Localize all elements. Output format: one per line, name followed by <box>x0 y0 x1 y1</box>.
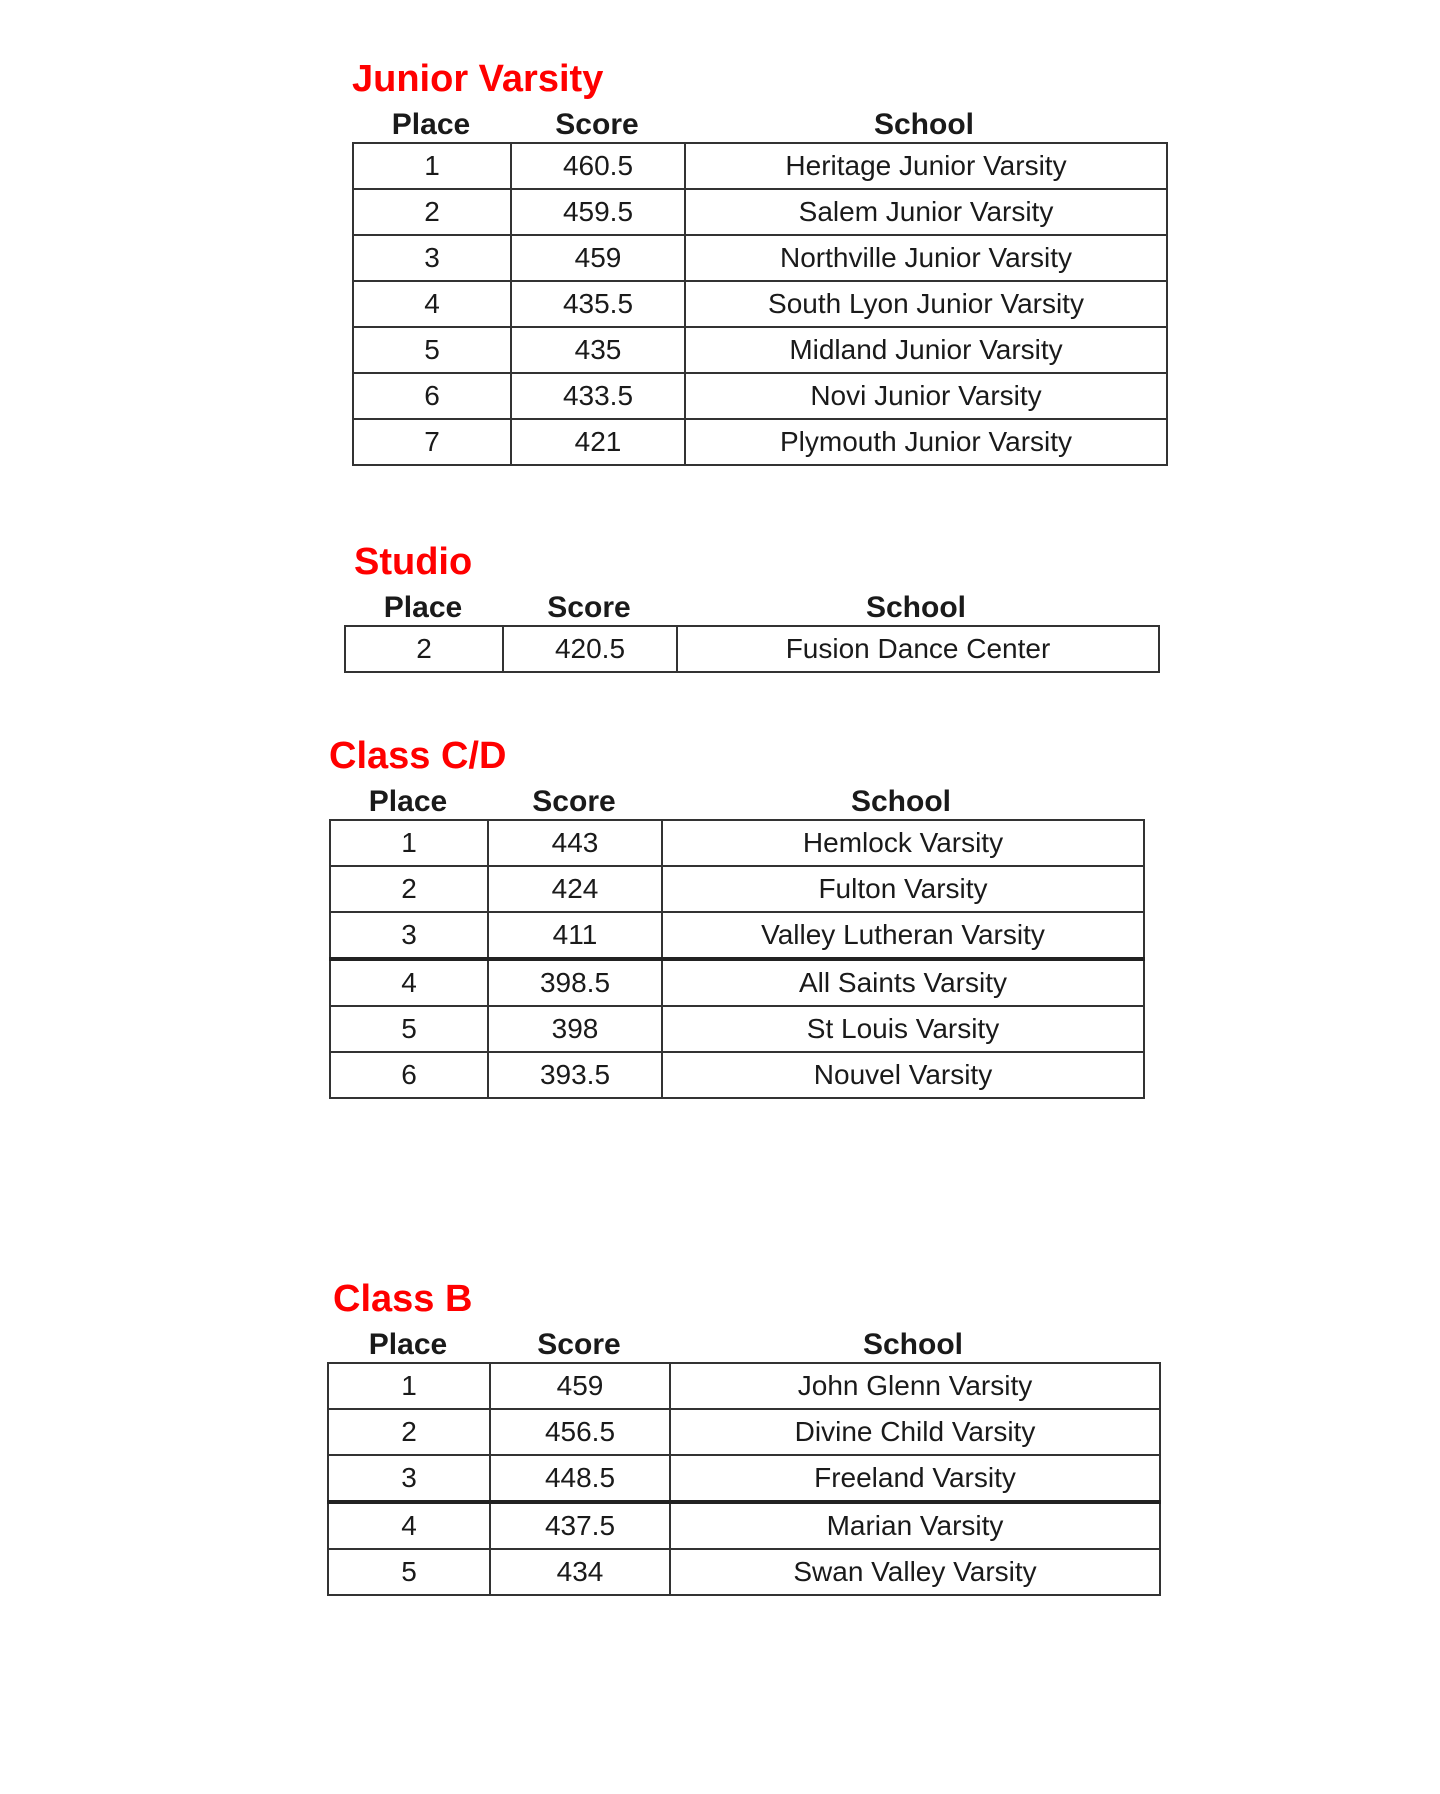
place-cell: 2 <box>353 189 511 235</box>
table-row <box>328 1455 1160 1502</box>
section-title: Class B <box>333 1278 473 1320</box>
place-cell: 4 <box>353 281 511 327</box>
place-cell: 4 <box>328 1502 490 1549</box>
score-cell: 393.5 <box>488 1052 662 1098</box>
school-cell: Valley Lutheran Varsity <box>662 912 1144 959</box>
place-cell: 3 <box>328 1455 490 1502</box>
school-cell: Fusion Dance Center <box>677 626 1159 672</box>
table-row <box>328 1363 1160 1409</box>
score-cell: 456.5 <box>490 1409 670 1455</box>
score-cell: 459 <box>511 235 685 281</box>
table-row <box>330 1052 1144 1098</box>
table-row <box>353 235 1167 281</box>
place-cell: 6 <box>353 373 511 419</box>
results-table <box>344 625 1160 673</box>
score-cell: 434 <box>490 1549 670 1595</box>
table-row <box>345 626 1159 672</box>
table-row <box>353 189 1167 235</box>
score-cell: 435.5 <box>511 281 685 327</box>
school-cell: Freeland Varsity <box>670 1455 1160 1502</box>
place-cell: 2 <box>345 626 503 672</box>
school-cell: Swan Valley Varsity <box>670 1549 1160 1595</box>
column-header-place: Place <box>368 1328 448 1361</box>
table-row <box>330 820 1144 866</box>
column-headers <box>327 1322 1161 1362</box>
place-cell: 5 <box>330 1006 488 1052</box>
place-cell: 5 <box>353 327 511 373</box>
section-class-cd <box>329 733 1145 1099</box>
school-cell: Salem Junior Varsity <box>685 189 1167 235</box>
score-cell: 433.5 <box>511 373 685 419</box>
column-header-score: Score <box>547 591 631 624</box>
column-header-school: School <box>862 1328 963 1361</box>
column-header-school: School <box>850 785 951 818</box>
score-cell: 398 <box>488 1006 662 1052</box>
column-header-place: Place <box>383 591 463 624</box>
place-cell: 1 <box>353 143 511 189</box>
column-header-score: Score <box>537 1328 621 1361</box>
section-junior-varsity <box>352 56 1168 466</box>
column-header-place: Place <box>368 785 448 818</box>
score-cell: 443 <box>488 820 662 866</box>
score-cell: 420.5 <box>503 626 677 672</box>
section-title: Junior Varsity <box>352 58 604 100</box>
place-cell: 1 <box>330 820 488 866</box>
score-cell: 460.5 <box>511 143 685 189</box>
place-cell: 6 <box>330 1052 488 1098</box>
results-table <box>352 142 1168 466</box>
score-cell: 435 <box>511 327 685 373</box>
school-cell: Nouvel Varsity <box>662 1052 1144 1098</box>
table-row <box>353 419 1167 465</box>
place-cell: 2 <box>330 866 488 912</box>
place-cell: 1 <box>328 1363 490 1409</box>
score-cell: 424 <box>488 866 662 912</box>
table-row <box>330 912 1144 959</box>
results-table <box>329 819 1145 1099</box>
school-cell: John Glenn Varsity <box>670 1363 1160 1409</box>
school-cell: St Louis Varsity <box>662 1006 1144 1052</box>
school-cell: Heritage Junior Varsity <box>685 143 1167 189</box>
table-row <box>328 1549 1160 1595</box>
school-cell: Plymouth Junior Varsity <box>685 419 1167 465</box>
column-headers <box>344 585 1160 625</box>
school-cell: Midland Junior Varsity <box>685 327 1167 373</box>
section-studio <box>344 539 1160 673</box>
school-cell: Marian Varsity <box>670 1502 1160 1549</box>
place-cell: 7 <box>353 419 511 465</box>
score-cell: 448.5 <box>490 1455 670 1502</box>
score-cell: 437.5 <box>490 1502 670 1549</box>
section-class-b <box>327 1276 1161 1596</box>
school-cell: South Lyon Junior Varsity <box>685 281 1167 327</box>
place-cell: 3 <box>353 235 511 281</box>
section-title: Class C/D <box>329 735 507 777</box>
place-cell: 4 <box>330 959 488 1006</box>
table-row <box>353 143 1167 189</box>
table-row <box>330 1006 1144 1052</box>
place-cell: 3 <box>330 912 488 959</box>
school-cell: Northville Junior Varsity <box>685 235 1167 281</box>
place-cell: 2 <box>328 1409 490 1455</box>
column-headers <box>329 779 1145 819</box>
results-table <box>327 1362 1161 1596</box>
table-row <box>353 281 1167 327</box>
table-row <box>353 327 1167 373</box>
table-row <box>328 1502 1160 1549</box>
score-cell: 459.5 <box>511 189 685 235</box>
score-cell: 411 <box>488 912 662 959</box>
column-header-place: Place <box>391 108 471 141</box>
school-cell: Hemlock Varsity <box>662 820 1144 866</box>
score-cell: 398.5 <box>488 959 662 1006</box>
table-row <box>353 373 1167 419</box>
table-row <box>330 866 1144 912</box>
table-row <box>328 1409 1160 1455</box>
school-cell: Fulton Varsity <box>662 866 1144 912</box>
column-header-school: School <box>873 108 974 141</box>
section-title: Studio <box>354 541 473 583</box>
column-header-score: Score <box>532 785 616 818</box>
column-headers <box>352 102 1168 142</box>
column-header-score: Score <box>555 108 639 141</box>
school-cell: All Saints Varsity <box>662 959 1144 1006</box>
place-cell: 5 <box>328 1549 490 1595</box>
table-row <box>330 959 1144 1006</box>
score-cell: 459 <box>490 1363 670 1409</box>
column-header-school: School <box>865 591 966 624</box>
school-cell: Novi Junior Varsity <box>685 373 1167 419</box>
score-cell: 421 <box>511 419 685 465</box>
school-cell: Divine Child Varsity <box>670 1409 1160 1455</box>
